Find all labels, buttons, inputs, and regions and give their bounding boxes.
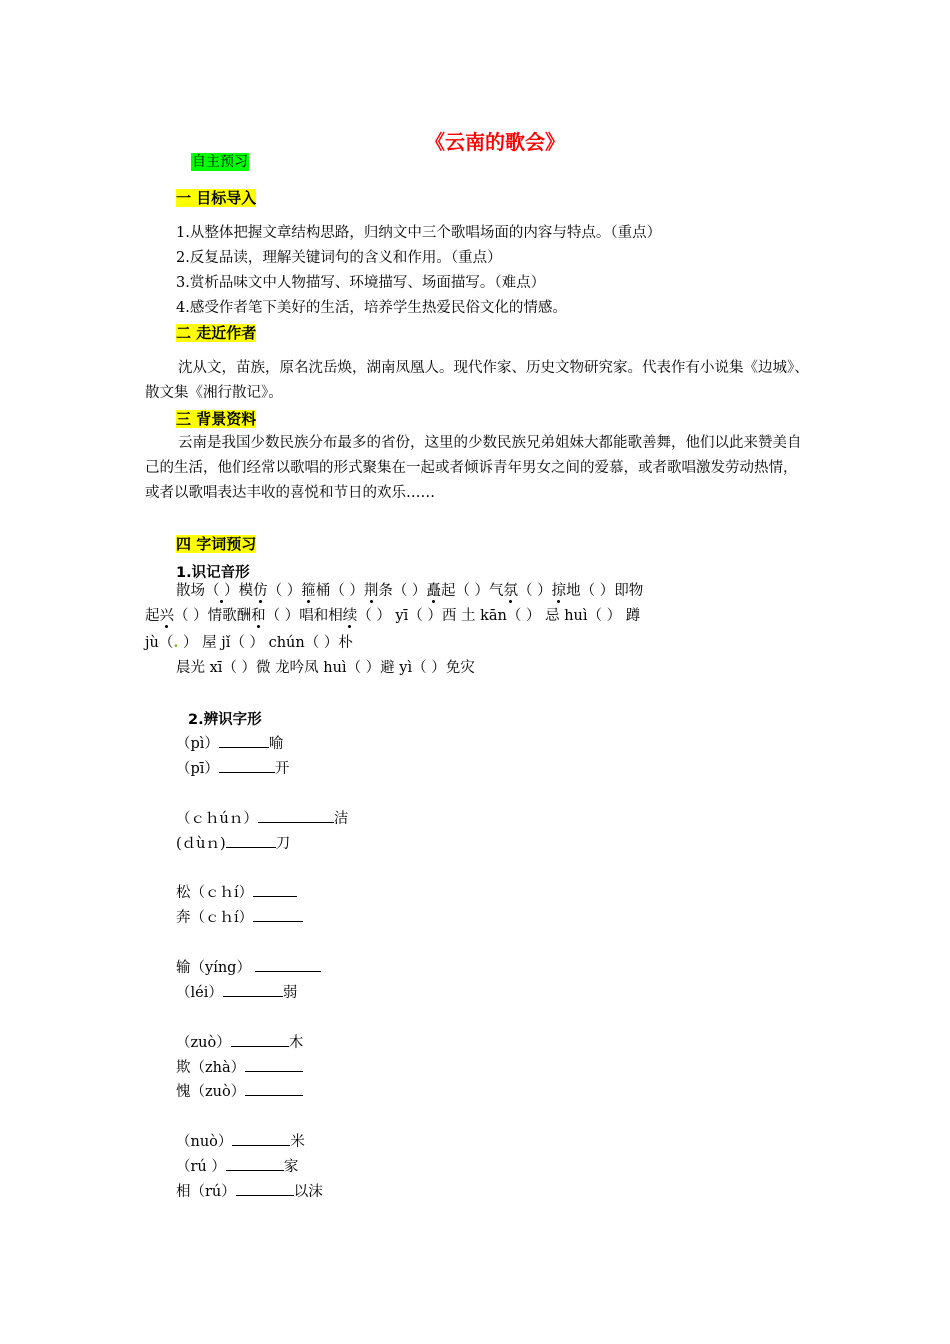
- glyph-item-11: 愧（zuò）: [176, 1081, 303, 1102]
- glyph-item-7: 输（yíng）: [176, 957, 321, 978]
- glyph-item-8: （léi） 弱: [176, 982, 297, 1003]
- glyph-item-14: 相（rú） 以沫: [176, 1181, 323, 1202]
- page-title: 《云南的歌会》: [425, 130, 565, 154]
- glyph-item-1: （pì） 喻: [176, 733, 283, 754]
- goal-item-3: 3.赏析品味文中人物描写、环境描写、场面描写。（难点）: [176, 275, 546, 291]
- goal-item-4: 4.感受作者笔下美好的生活，培养学生热爱民俗文化的情感。: [176, 300, 567, 316]
- section-heading-goals: 一 目标导入: [176, 189, 257, 207]
- background-paragraph: 云南是我国少数民族分布最多的省份，这里的少数民族兄弟姐妹大都能歌善舞，他们以此来赞美自己的生活，他们经常以歌唱的形式聚集在一起或者倾诉青年男女之间的爱慕，或者歌唱激发劳动热情，或者以歌唱表达丰收的喜悦和节日的欢乐……: [145, 435, 802, 501]
- goal-item-1: 1.从整体把握文章结构思路，归纳文中三个歌唱场面的内容与特点。（重点）: [176, 225, 662, 241]
- glyph-item-6: 奔（ｃｈí）: [176, 907, 303, 928]
- glyph-item-3: （ｃｈúｎ） 洁: [176, 808, 348, 829]
- section-heading-author: 二 走近作者: [176, 324, 257, 342]
- glyph-item-4: (ｄùｎ) 刀: [176, 833, 290, 854]
- self-study-tag: 自主预习: [192, 154, 248, 170]
- glyph-item-10: 欺（zhà）: [176, 1057, 303, 1078]
- pronunciation-row-4: 晨光 xī（ ）微 龙吟凤 huì（ ）避 yì（ ）免灾: [176, 660, 475, 676]
- subheading-glyphs: 2.辨识字形: [188, 712, 262, 728]
- section-heading-background: 三 背景资料: [176, 410, 257, 428]
- goal-item-2: 2.反复品读，理解关键词句的含义和作用。（重点）: [176, 250, 502, 266]
- glyph-item-13: （rú ） 家: [176, 1156, 298, 1177]
- pronunciation-row-3: jù（. ） 屋 jǐ（ ） chún（ ）朴: [145, 634, 353, 651]
- author-paragraph: 沈从文，苗族，原名沈岳焕，湖南凤凰人。现代作家、历史文物研究家。代表作有小说集《边城》、散文集《湘行散记》。: [145, 360, 809, 401]
- glyph-item-2: （pī） 开: [176, 758, 289, 779]
- subheading-pronunciation: 1.识记音形: [176, 565, 250, 581]
- pronunciation-row-2: 起兴（ ）情歌酬和（ ）唱和相续（ ） yī（ ）西 土 kān（ ） 忌 huì（ ） 蹲: [145, 608, 641, 624]
- glyph-item-9: （zuò） 木: [176, 1032, 303, 1053]
- glyph-item-5: 松（ｃｈí）: [176, 882, 297, 903]
- pronunciation-row-1: 散场（ ）模仿（ ）箍桶（ ）荆条（ ）矗起（ ）气氛（ ）掠地（ ）即物: [176, 583, 644, 599]
- glyph-item-12: （nuò） 米: [176, 1131, 305, 1152]
- section-heading-vocab: 四 字词预习: [176, 535, 257, 553]
